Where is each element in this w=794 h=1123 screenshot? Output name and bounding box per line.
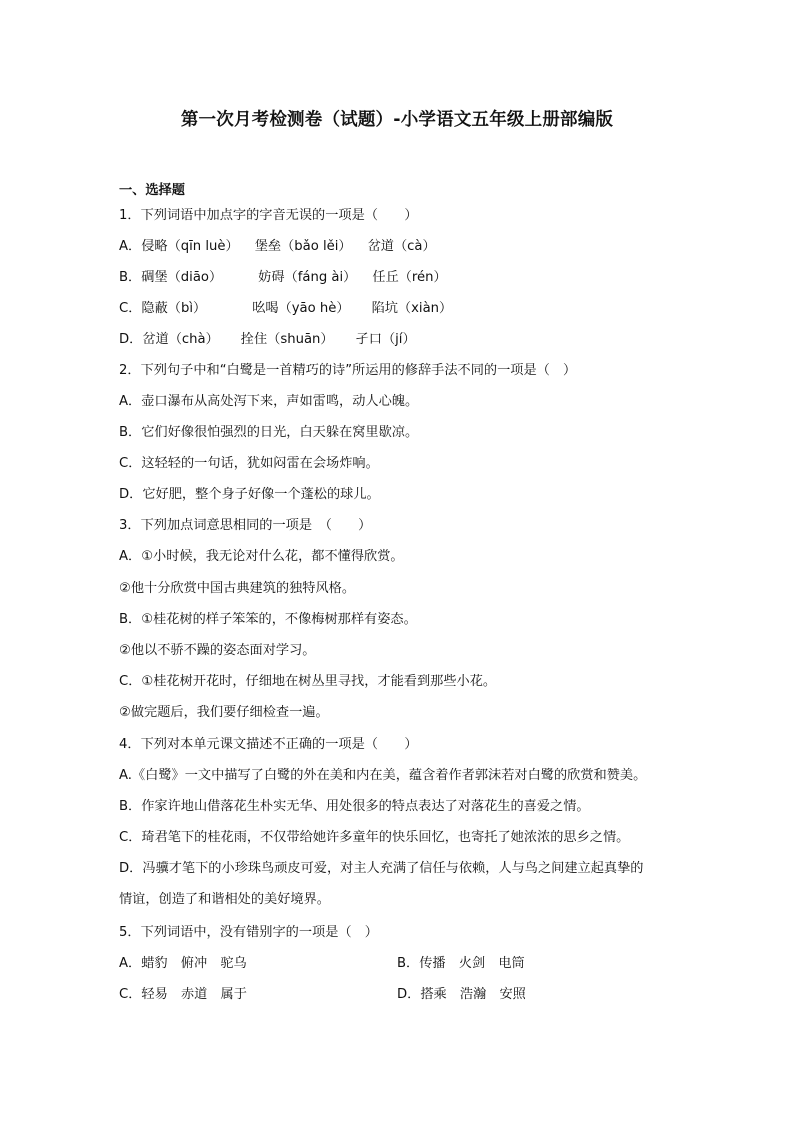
option-text: 吆喝（yāo hè） (252, 301, 350, 316)
question-3-option-c1: C．①桂花树开花时，仔细地在树丛里寻找，才能看到那些小花。 (119, 674, 497, 689)
question-1-stem: 1．下列词语中加点字的字音无误的一项是（ ） (119, 208, 418, 223)
question-5-option-d: D．搭乘 浩瀚 安照 (397, 987, 526, 1002)
question-3-stem: 3．下列加点词意思相同的一项是 （ ） (119, 518, 372, 533)
option-text: 孑口（jí） (355, 332, 416, 347)
question-2-stem: 2．下列句子中和“白鹭是一首精巧的诗”所运用的修辞手法不同的一项是（ ） (119, 363, 577, 378)
option-text: 任丘（rén） (372, 270, 447, 285)
question-3-option-a1: A．①小时候，我无论对什么花，都不懂得欣赏。 (119, 549, 404, 564)
question-5-option-b: B．传播 火剑 电筒 (397, 956, 525, 971)
option-text: D．岔道（chà） (119, 332, 219, 347)
question-2-option-a: A．壶口瀑布从高处泻下来，声如雷鸣，动人心魄。 (119, 394, 419, 409)
question-4-option-d-line1: D．冯骥才笔下的小珍珠鸟顽皮可爱，对主人充满了信任与依赖，人与鸟之间建立起真挚的 (119, 861, 644, 876)
question-1-option-b (119, 269, 447, 287)
question-2-option-d: D．它好肥，整个身子好像一个蓬松的球儿。 (119, 487, 380, 502)
question-3-option-b1: B．①桂花树的样子笨笨的，不像梅树那样有姿态。 (119, 612, 417, 627)
question-5-stem: 5．下列词语中，没有错别字的一项是（ ） (119, 925, 378, 940)
option-text: 拴住（shuān） (240, 332, 334, 347)
question-1-option-a (119, 238, 436, 256)
option-text: A．侵略（qīn luè） (119, 239, 239, 254)
question-4-option-a: A.《白鹭》一文中描写了白鹭的外在美和内在美，蕴含着作者郭沫若对白鹭的欣赏和赞美。 (119, 768, 647, 783)
question-3-option-a2: ②他十分欣赏中国古典建筑的独特风格。 (119, 581, 356, 596)
question-4-option-d-line2: 情谊，创造了和谐相处的美好境界。 (119, 892, 330, 907)
option-text: 堡垒（bǎo lěi） (254, 239, 352, 254)
option-text: 陷坑（xiàn） (371, 301, 453, 316)
question-1-option-c (119, 300, 452, 318)
option-text: B．碉堡（diāo） (119, 270, 223, 285)
option-text: 岔道（cà） (367, 239, 436, 254)
question-3-option-b2: ②他以不骄不躁的姿态面对学习。 (119, 643, 316, 658)
option-text: 妨碍（fáng ài） (258, 270, 357, 285)
question-1-option-d (119, 331, 416, 349)
question-4-option-c: C．琦君笔下的桂花雨，不仅带给她许多童年的快乐回忆，也寄托了她浓浓的思乡之情。 (119, 830, 630, 845)
question-2-option-c: C．这轻轻的一句话，犹如闷雷在会场炸响。 (119, 456, 379, 471)
section-heading: 一、选择题 (119, 183, 185, 198)
question-2-option-b: B．它们好像很怕强烈的日光，白天躲在窝里歇凉。 (119, 425, 419, 440)
option-text: C．隐蔽（bì） (119, 301, 207, 316)
question-4-option-b: B．作家许地山借落花生朴实无华、用处很多的特点表达了对落花生的喜爱之情。 (119, 799, 590, 814)
question-5-option-c: C．轻易 赤道 属于 (119, 987, 247, 1002)
question-5-option-a: A．蜡豹 俯冲 驼乌 (119, 956, 247, 971)
page-title: 第一次月考检测卷（试题）-小学语文五年级上册部编版 (180, 110, 614, 130)
question-3-option-c2: ②做完题后，我们要仔细检查一遍。 (119, 705, 329, 720)
question-4-stem: 4．下列对本单元课文描述不正确的一项是（ ） (119, 737, 418, 752)
